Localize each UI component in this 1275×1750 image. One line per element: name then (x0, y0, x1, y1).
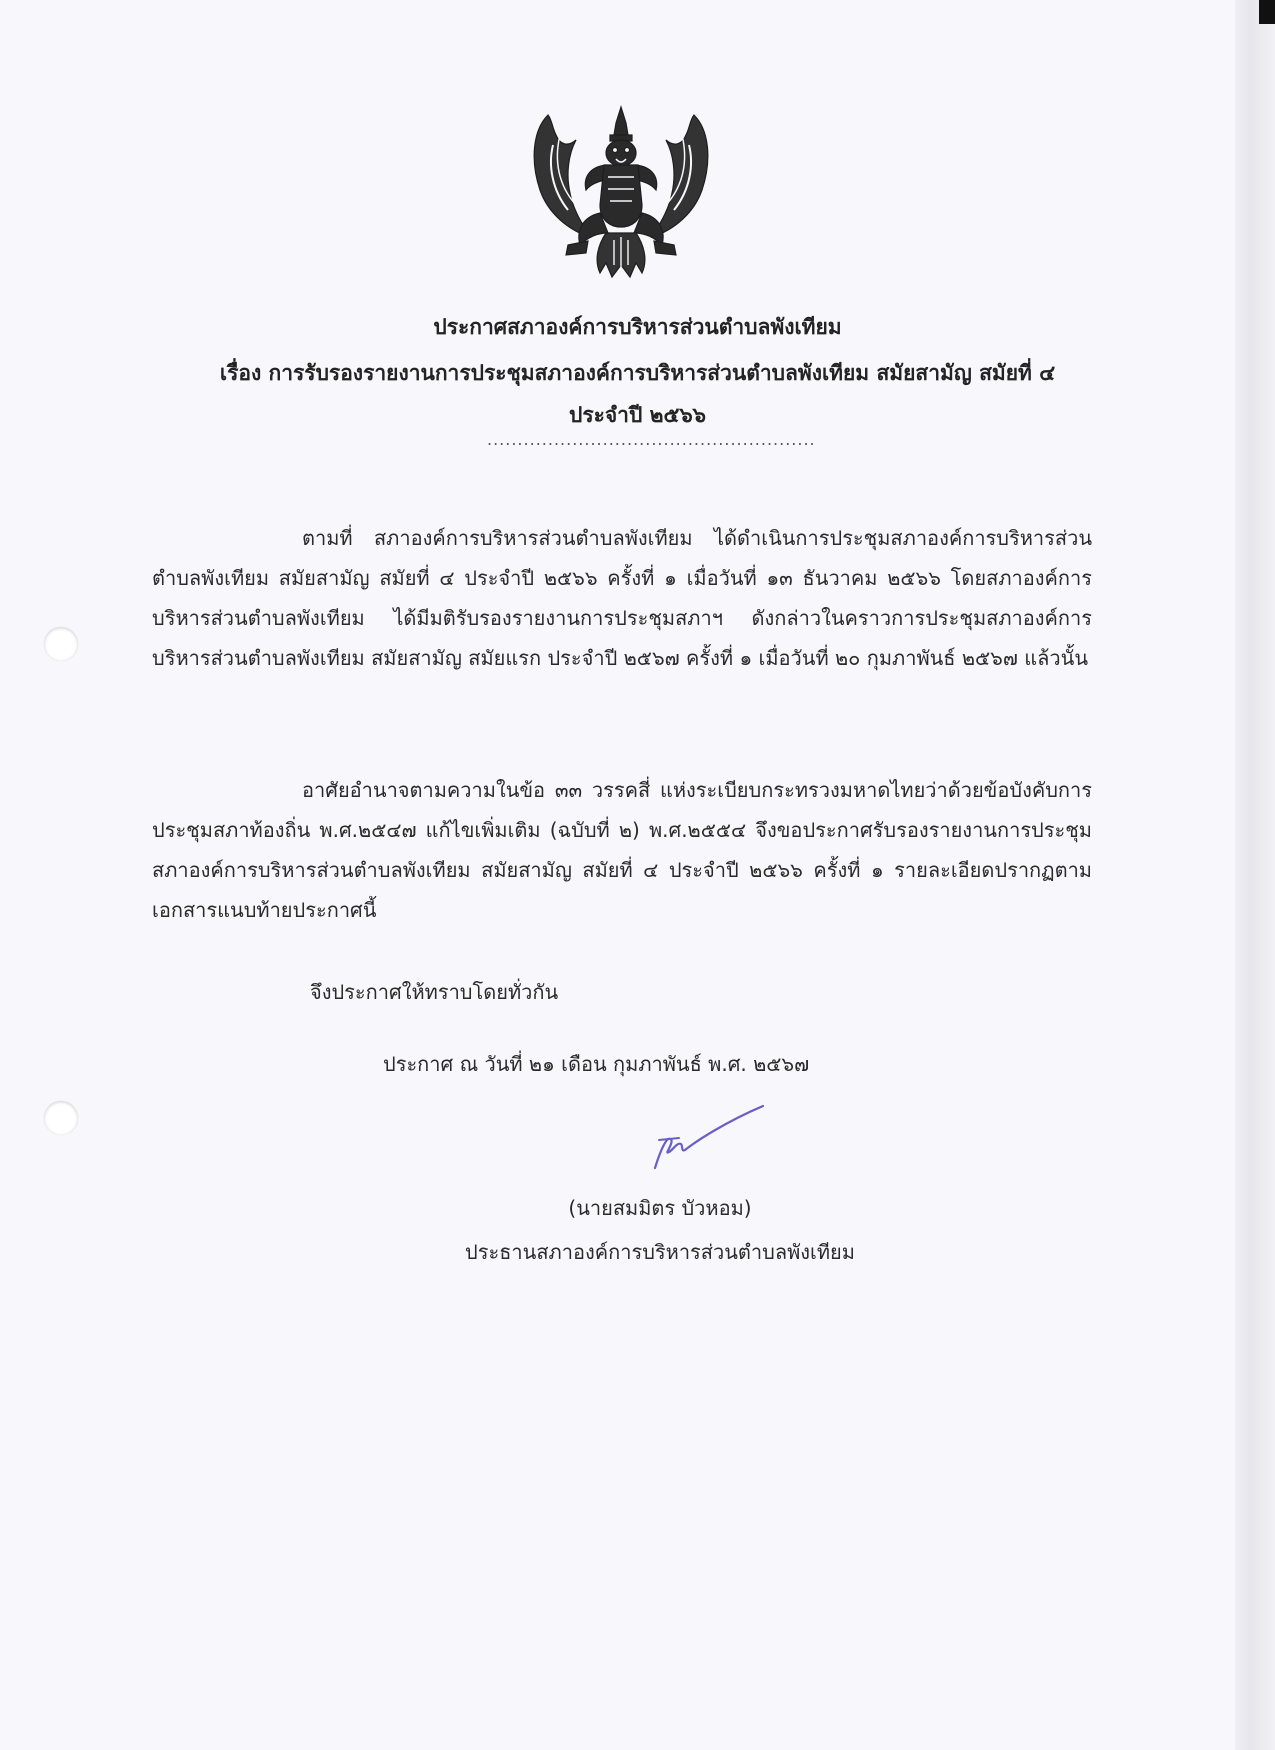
punch-hole (44, 627, 78, 661)
announcement-year: ประจำปี ๒๕๖๖ (568, 403, 707, 427)
body-paragraph-1: ตามที่ สภาองค์การบริหารส่วนตำบลพังเทียม ได้ดำเนินการประชุมสภาองค์การบริหารส่วนตำบลพังเทียม สมัยสามัญ สมัยที่ ๔ ประจำปี ๒๕๖๖ ครั้งที่ ๑ เมื่อวันที่ ๑๓ ธันวาคม ๒๕๖๖ โดยสภาองค์การบริหารส่วนตำบลพังเทียม ได้มีมติรับรองรายงานการประชุมสภาฯ ดังกล่าวในคราวการประชุมสภาองค์การบริหารส่วนตำบลพังเทียม สมัยสามัญ สมัยแรก ประจำปี ๒๕๖๗ ครั้งที่ ๑ เมื่อวันที่ ๒๐ กุมภาพันธ์ ๒๕๖๗ แล้วนั้น (152, 526, 1092, 670)
signer-name: (นายสมมิตร บัวหอม) (568, 1196, 752, 1220)
scan-corner (1259, 0, 1275, 24)
signer-position: ประธานสภาองค์การบริหารส่วนตำบลพังเทียม (465, 1240, 855, 1264)
garuda-emblem-icon (528, 105, 714, 287)
announcement-subject: เรื่อง การรับรองรายงานการประชุมสภาองค์การบริหารส่วนตำบลพังเทียม สมัยสามัญ สมัยที่ ๔ (219, 361, 1056, 385)
closing-statement: จึงประกาศให้ทราบโดยทั่วกัน (310, 980, 559, 1004)
header-separator: ...................................................... (487, 430, 816, 449)
signature-icon (645, 1100, 775, 1180)
announcement-title: ประกาศสภาองค์การบริหารส่วนตำบลพังเทียม (433, 315, 842, 339)
page-edge (1235, 0, 1275, 1750)
punch-hole (44, 1101, 78, 1135)
body-paragraph-2: อาศัยอำนาจตามความในข้อ ๓๓ วรรคสี่ แห่งระเบียบกระทรวงมหาดไทยว่าด้วยข้อบังคับการประชุมสภาท้องถิ่น พ.ศ.๒๕๔๗ แก้ไขเพิ่มเติม (ฉบับที่ ๒) พ.ศ.๒๕๕๔ จึงขอประกาศรับรองรายงานการประชุมสภาองค์การบริหารส่วนตำบลพังเทียม สมัยสามัญ สมัยที่ ๔ ประจำปี ๒๕๖๖ ครั้งที่ ๑ รายละเอียดปรากฏตามเอกสารแนบท้ายประกาศนี้ (152, 778, 1092, 922)
announcement-date: ประกาศ ณ วันที่ ๒๑ เดือน กุมภาพันธ์ พ.ศ. ๒๕๖๗ (383, 1052, 810, 1076)
